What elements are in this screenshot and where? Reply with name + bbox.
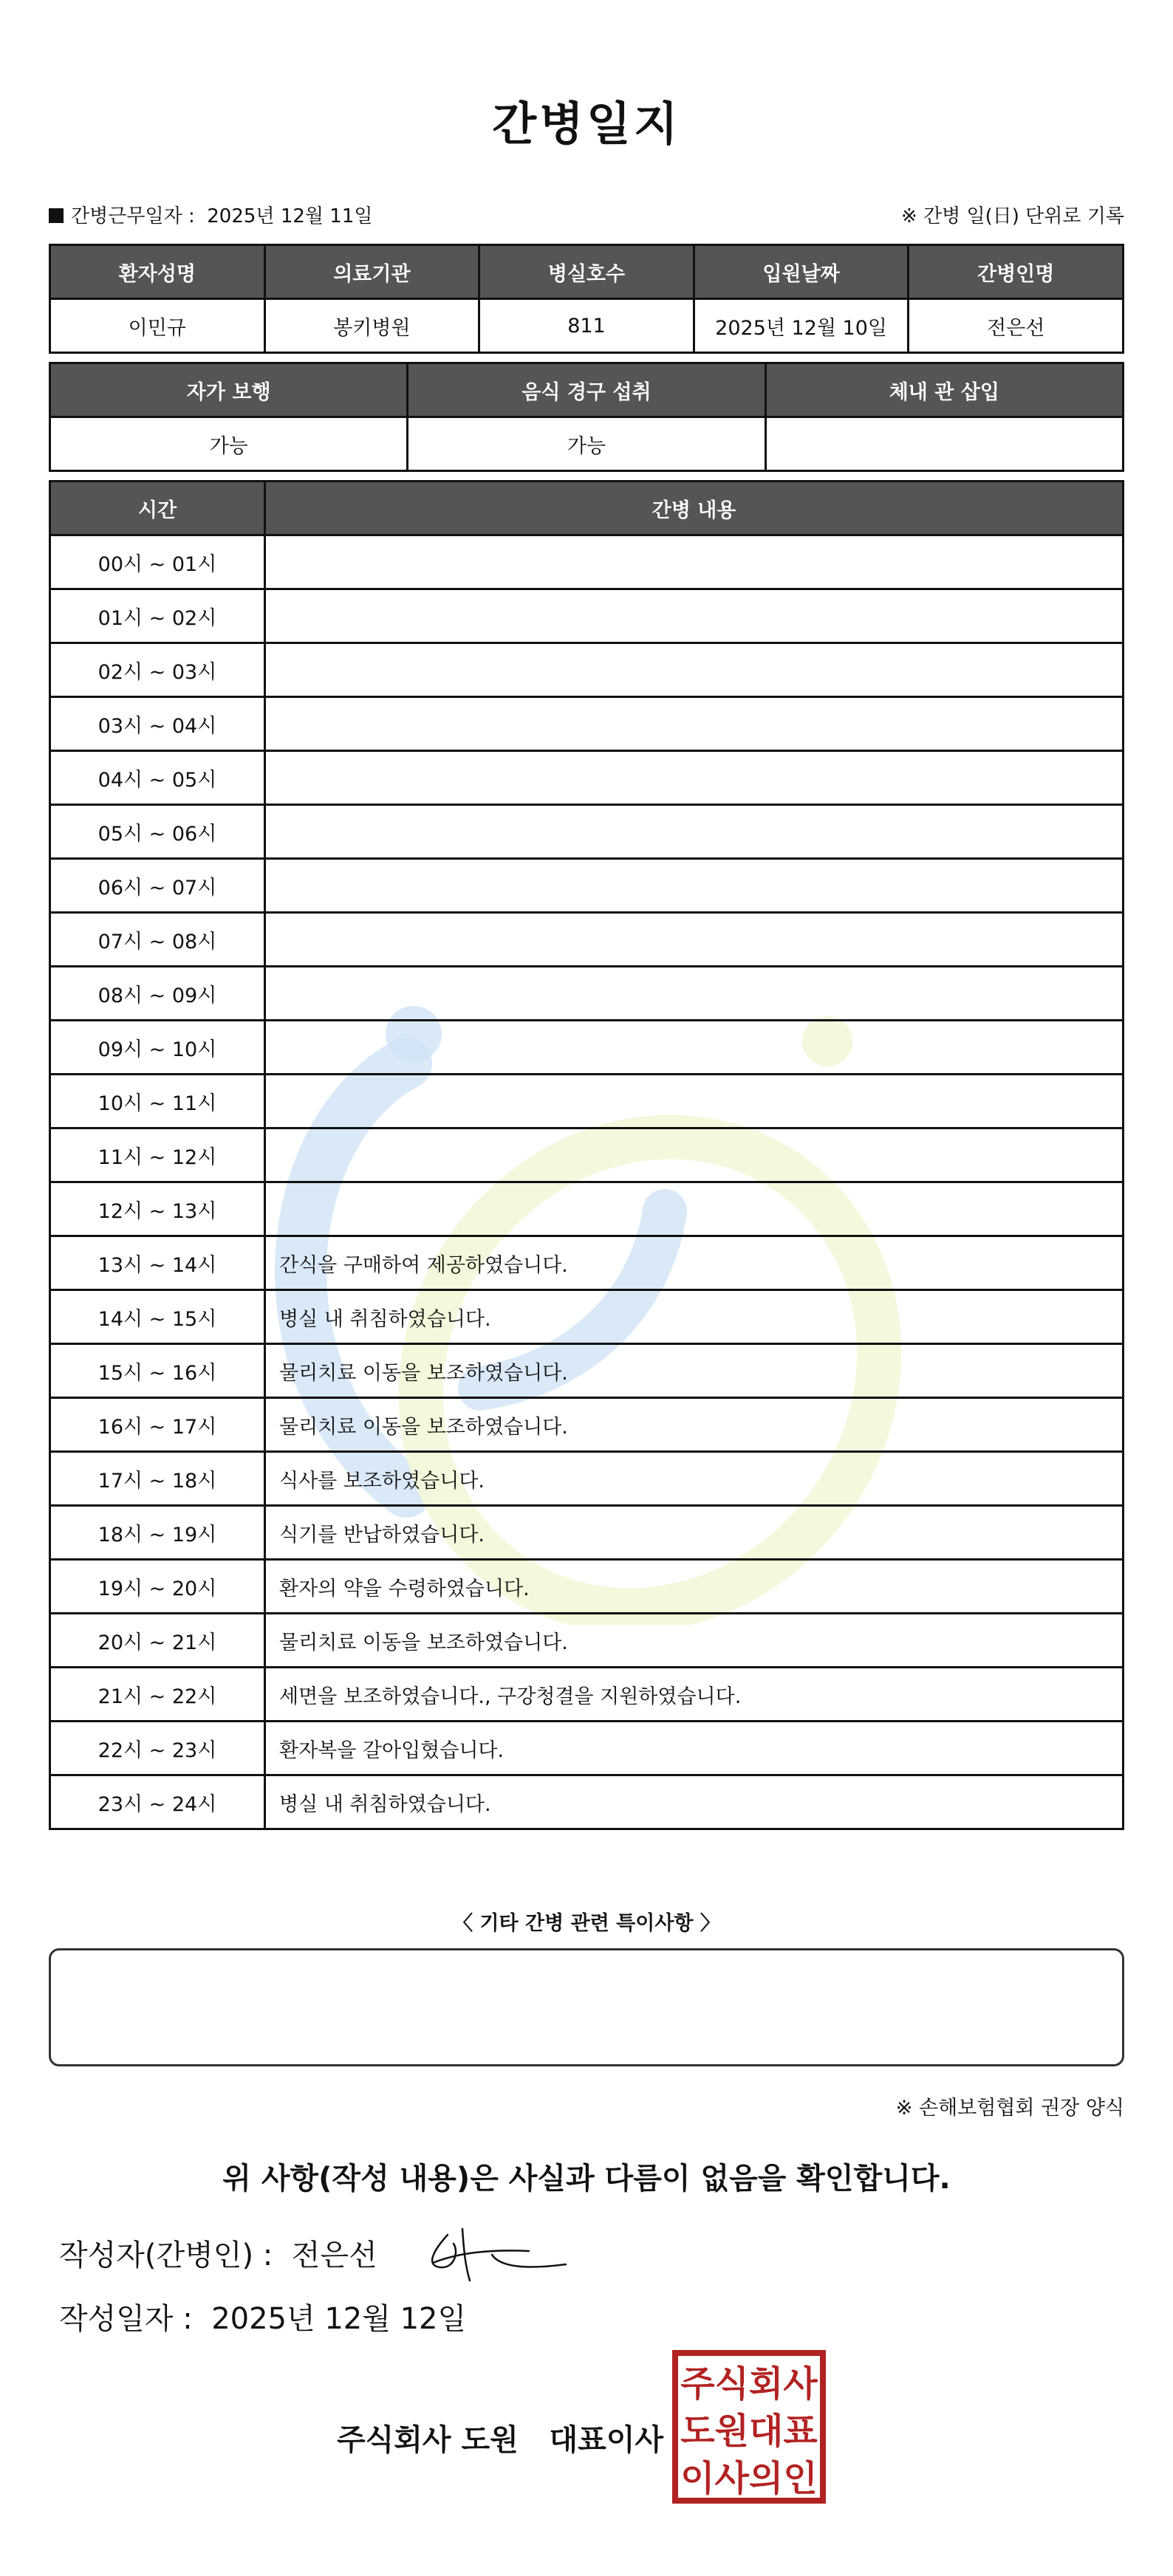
svg-text:주식회사: 주식회사 bbox=[680, 2363, 818, 2405]
log-content: 병실 내 취침하였습니다. bbox=[265, 1290, 1124, 1344]
log-content bbox=[265, 643, 1124, 697]
log-content bbox=[265, 589, 1124, 643]
header-caregiver-name: 간병인명 bbox=[909, 245, 1124, 299]
writer-label: 작성자(간병인) : bbox=[59, 2238, 273, 2272]
log-row bbox=[50, 1668, 1124, 1722]
writer-line bbox=[59, 2232, 377, 2274]
log-content bbox=[265, 805, 1124, 859]
document-title: 간병일지 bbox=[492, 97, 681, 151]
log-row bbox=[50, 859, 1124, 913]
log-content bbox=[265, 913, 1124, 967]
header-room-number: 병실호수 bbox=[479, 245, 694, 299]
date-line bbox=[59, 2295, 466, 2337]
log-content bbox=[265, 697, 1124, 751]
log-content bbox=[265, 751, 1124, 805]
log-time: 12시 ~ 13시 bbox=[50, 1182, 265, 1236]
log-time: 03시 ~ 04시 bbox=[50, 697, 265, 751]
caregiver-name: 전은선 bbox=[909, 299, 1124, 353]
log-row bbox=[50, 1182, 1124, 1236]
log-row bbox=[50, 1506, 1124, 1560]
status-value-row bbox=[50, 417, 1124, 471]
patient-value-row bbox=[50, 299, 1124, 353]
log-row bbox=[50, 967, 1124, 1021]
log-time: 20시 ~ 21시 bbox=[50, 1614, 265, 1668]
patient-table bbox=[49, 244, 1124, 354]
header-tube-insertion: 체내 관 삽입 bbox=[765, 363, 1123, 417]
hospital-name: 봉키병원 bbox=[264, 299, 479, 353]
log-row bbox=[50, 589, 1124, 643]
log-row bbox=[50, 643, 1124, 697]
walking-status: 가능 bbox=[50, 417, 408, 471]
log-content: 세면을 보조하였습니다., 구강청결을 지원하였습니다. bbox=[265, 1668, 1124, 1722]
log-body bbox=[50, 535, 1124, 1829]
log-row bbox=[50, 1128, 1124, 1182]
log-content bbox=[265, 967, 1124, 1021]
log-time: 13시 ~ 14시 bbox=[50, 1236, 265, 1290]
log-time: 10시 ~ 11시 bbox=[50, 1075, 265, 1128]
header-admission-date: 입원날짜 bbox=[694, 245, 909, 299]
log-time: 14시 ~ 15시 bbox=[50, 1290, 265, 1344]
log-row bbox=[50, 1452, 1124, 1506]
care-log-table bbox=[49, 480, 1124, 1830]
patient-header-row bbox=[50, 245, 1124, 299]
log-time: 16시 ~ 17시 bbox=[50, 1398, 265, 1452]
work-date-value: 2025년 12월 11일 bbox=[207, 205, 373, 227]
remarks-box bbox=[49, 1948, 1124, 2066]
work-date bbox=[49, 201, 372, 228]
form-note: ※ 손해보험협회 권장 양식 bbox=[895, 2097, 1124, 2120]
log-header-row bbox=[50, 482, 1124, 535]
log-content bbox=[265, 1021, 1124, 1075]
patient-name: 이민규 bbox=[50, 299, 265, 353]
log-content: 병실 내 취침하였습니다. bbox=[265, 1775, 1124, 1829]
log-content: 간식을 구매하여 제공하였습니다. bbox=[265, 1236, 1124, 1290]
log-row bbox=[50, 1722, 1124, 1775]
meta-row bbox=[49, 201, 1124, 230]
log-time: 21시 ~ 22시 bbox=[50, 1668, 265, 1722]
log-row bbox=[50, 1021, 1124, 1075]
header-care-content: 간병 내용 bbox=[265, 482, 1124, 535]
header-patient-name: 환자성명 bbox=[50, 245, 265, 299]
log-row bbox=[50, 1344, 1124, 1398]
header-oral-intake: 음식 경구 섭취 bbox=[408, 363, 765, 417]
admission-date: 2025년 12월 10일 bbox=[694, 299, 909, 353]
log-time: 06시 ~ 07시 bbox=[50, 859, 265, 913]
tube-insertion-status bbox=[765, 417, 1123, 471]
log-row bbox=[50, 751, 1124, 805]
written-date: 2025년 12월 12일 bbox=[211, 2302, 467, 2336]
header-walking: 자가 보행 bbox=[50, 363, 408, 417]
header-time: 시간 bbox=[50, 482, 265, 535]
log-row bbox=[50, 1614, 1124, 1668]
log-time: 05시 ~ 06시 bbox=[50, 805, 265, 859]
handwritten-signature bbox=[418, 2222, 581, 2288]
log-row bbox=[50, 1236, 1124, 1290]
log-row bbox=[50, 1775, 1124, 1829]
square-bullet-icon bbox=[49, 208, 64, 223]
log-time: 02시 ~ 03시 bbox=[50, 643, 265, 697]
svg-text:도원대표: 도원대표 bbox=[680, 2411, 818, 2452]
writer-name: 전은선 bbox=[291, 2238, 377, 2272]
company-name: 주식회사 도원 대표이사 bbox=[337, 2423, 664, 2457]
log-content: 식기를 반납하였습니다. bbox=[265, 1506, 1124, 1560]
log-row bbox=[50, 913, 1124, 967]
log-content bbox=[265, 1128, 1124, 1182]
log-content: 환자복을 갈아입혔습니다. bbox=[265, 1722, 1124, 1775]
log-content: 식사를 보조하였습니다. bbox=[265, 1452, 1124, 1506]
confirmation-statement: 위 사항(작성 내용)은 사실과 다름이 없음을 확인합니다. bbox=[222, 2162, 951, 2196]
date-label: 작성일자 : bbox=[59, 2302, 193, 2336]
log-time: 09시 ~ 10시 bbox=[50, 1021, 265, 1075]
log-time: 15시 ~ 16시 bbox=[50, 1344, 265, 1398]
status-table bbox=[49, 362, 1124, 472]
log-content bbox=[265, 859, 1124, 913]
log-time: 00시 ~ 01시 bbox=[50, 535, 265, 589]
log-row bbox=[50, 1398, 1124, 1452]
log-row bbox=[50, 1560, 1124, 1614]
log-content bbox=[265, 1075, 1124, 1128]
log-time: 17시 ~ 18시 bbox=[50, 1452, 265, 1506]
log-time: 19시 ~ 20시 bbox=[50, 1560, 265, 1614]
log-time: 01시 ~ 02시 bbox=[50, 589, 265, 643]
log-row bbox=[50, 697, 1124, 751]
status-header-row bbox=[50, 363, 1124, 417]
log-content: 물리치료 이동을 보조하였습니다. bbox=[265, 1614, 1124, 1668]
log-content bbox=[265, 1182, 1124, 1236]
log-time: 04시 ~ 05시 bbox=[50, 751, 265, 805]
header-hospital: 의료기관 bbox=[264, 245, 479, 299]
log-time: 22시 ~ 23시 bbox=[50, 1722, 265, 1775]
company-seal bbox=[671, 2349, 827, 2505]
svg-text:이사의인: 이사의인 bbox=[680, 2458, 818, 2499]
remarks-title: 〈 기타 간병 관련 특이사항 〉 bbox=[453, 1912, 720, 1935]
oral-intake-status: 가능 bbox=[408, 417, 765, 471]
log-time: 07시 ~ 08시 bbox=[50, 913, 265, 967]
log-row bbox=[50, 805, 1124, 859]
log-row bbox=[50, 1290, 1124, 1344]
log-time: 23시 ~ 24시 bbox=[50, 1775, 265, 1829]
log-time: 08시 ~ 09시 bbox=[50, 967, 265, 1021]
log-content bbox=[265, 535, 1124, 589]
log-row bbox=[50, 1075, 1124, 1128]
log-time: 18시 ~ 19시 bbox=[50, 1506, 265, 1560]
log-content: 물리치료 이동을 보조하였습니다. bbox=[265, 1344, 1124, 1398]
record-note: ※ 간병 일(日) 단위로 기록 bbox=[900, 205, 1124, 227]
log-content: 환자의 약을 수령하였습니다. bbox=[265, 1560, 1124, 1614]
log-row bbox=[50, 535, 1124, 589]
work-date-label: 간병근무일자 : bbox=[71, 205, 195, 227]
room-number: 811 bbox=[479, 299, 694, 353]
log-time: 11시 ~ 12시 bbox=[50, 1128, 265, 1182]
log-content: 물리치료 이동을 보조하였습니다. bbox=[265, 1398, 1124, 1452]
